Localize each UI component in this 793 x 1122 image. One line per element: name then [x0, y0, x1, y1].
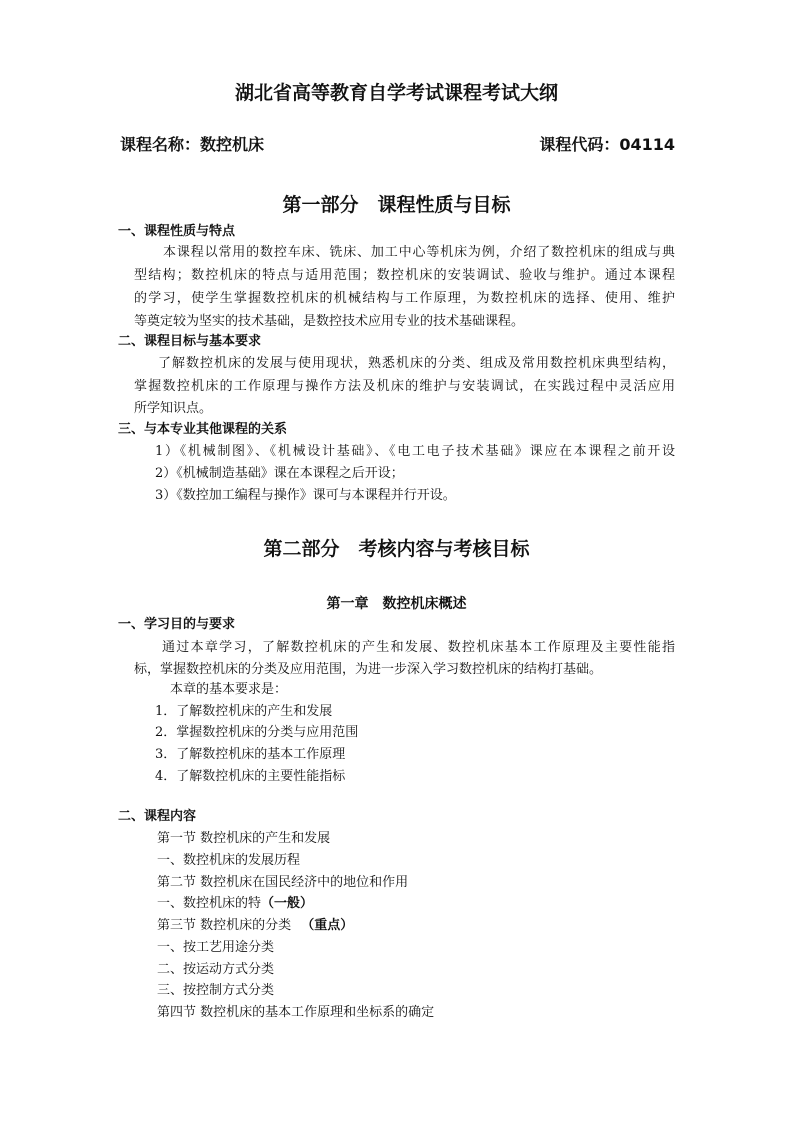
- list-item: 2）《机械制造基础》课在本课程之后开设；: [155, 466, 404, 481]
- paragraph-line: 通过本章学习，了解数控机床的产生和发展、数控机床基本工作原理及主要性能指: [162, 640, 675, 655]
- emphasis-tag: （一般）: [261, 896, 314, 911]
- content-item: 第一节 数控机床的产生和发展: [157, 831, 331, 846]
- document-title: 湖北省高等教育自学考试课程考试大纲: [234, 82, 558, 104]
- paragraph-line: 等奠定较为坚实的技术基础，是数控技术应用专业的技术基础课程。: [134, 314, 525, 329]
- list-item: 1．了解数控机床的产生和发展: [155, 704, 333, 719]
- chapter-heading: 第一章 数控机床概述: [326, 596, 467, 612]
- emphasis-tag: （重点）: [301, 918, 354, 933]
- content-item: 一、数控机床的特（一般）: [157, 896, 314, 911]
- section-heading: 一、学习目的与要求: [118, 617, 236, 632]
- content-item: 第二节 数控机床在国民经济中的地位和作用: [157, 875, 409, 890]
- content-item: 第三节 数控机床的分类 （重点）: [157, 918, 354, 933]
- course-code: 课程代码：04114: [539, 135, 675, 154]
- paragraph-line: 的学习，使学生掌握数控机床的机械结构与工作原理，为数控机床的选择、使用、维护: [134, 291, 675, 306]
- paragraph-line: 本课程以常用的数控车床、铣床、加工中心等机床为例，介绍了数控机床的组成与典: [163, 245, 675, 260]
- list-item: 1）《机械制图》、《机械设计基础》、《电工电子技术基础》课应在本课程之前开设: [155, 444, 675, 459]
- section-heading: 二、课程内容: [118, 809, 197, 824]
- list-item: 3）《数控加工编程与操作》课可与本课程并行开设。: [155, 488, 456, 503]
- content-item: 三、按控制方式分类: [157, 983, 275, 998]
- content-item: 一、数控机床的发展历程: [157, 853, 301, 868]
- content-item: 一、按工艺用途分类: [157, 940, 275, 955]
- list-item: 3．了解数控机床的基本工作原理: [155, 747, 346, 762]
- content-item: 第四节 数控机床的基本工作原理和坐标系的确定: [157, 1005, 435, 1020]
- list-item: 4．了解数控机床的主要性能指标: [155, 769, 346, 784]
- part2-heading: 第二部分 考核内容与考核目标: [263, 538, 530, 560]
- section-heading: 三、与本专业其他课程的关系: [118, 422, 288, 437]
- list-item: 2．掌握数控机床的分类与应用范围: [155, 725, 359, 740]
- paragraph-line: 标，掌握数控机床的分类及应用范围，为进一步深入学习数控机床的结构打基础。: [134, 662, 603, 677]
- paragraph-line: 了解数控机床的发展与使用现状，熟悉机床的分类、组成及常用数控机床典型结构，: [158, 356, 675, 371]
- section-heading: 一、课程性质与特点: [118, 224, 236, 239]
- paragraph-line: 掌握数控机床的工作原理与操作方法及机床的维护与安装调试，在实践过程中灵活应用: [134, 379, 675, 394]
- section-heading: 二、课程目标与基本要求: [118, 334, 262, 349]
- course-name: 课程名称：数控机床: [120, 135, 265, 154]
- part1-heading: 第一部分 课程性质与目标: [282, 194, 511, 216]
- paragraph-line: 所学知识点。: [134, 401, 213, 416]
- paragraph-line: 型结构；数控机床的特点与适用范围；数控机床的安装调试、验收与维护。通过本课程: [134, 268, 675, 283]
- requirements-intro: 本章的基本要求是：: [170, 682, 288, 697]
- content-item: 二、按运动方式分类: [157, 962, 275, 977]
